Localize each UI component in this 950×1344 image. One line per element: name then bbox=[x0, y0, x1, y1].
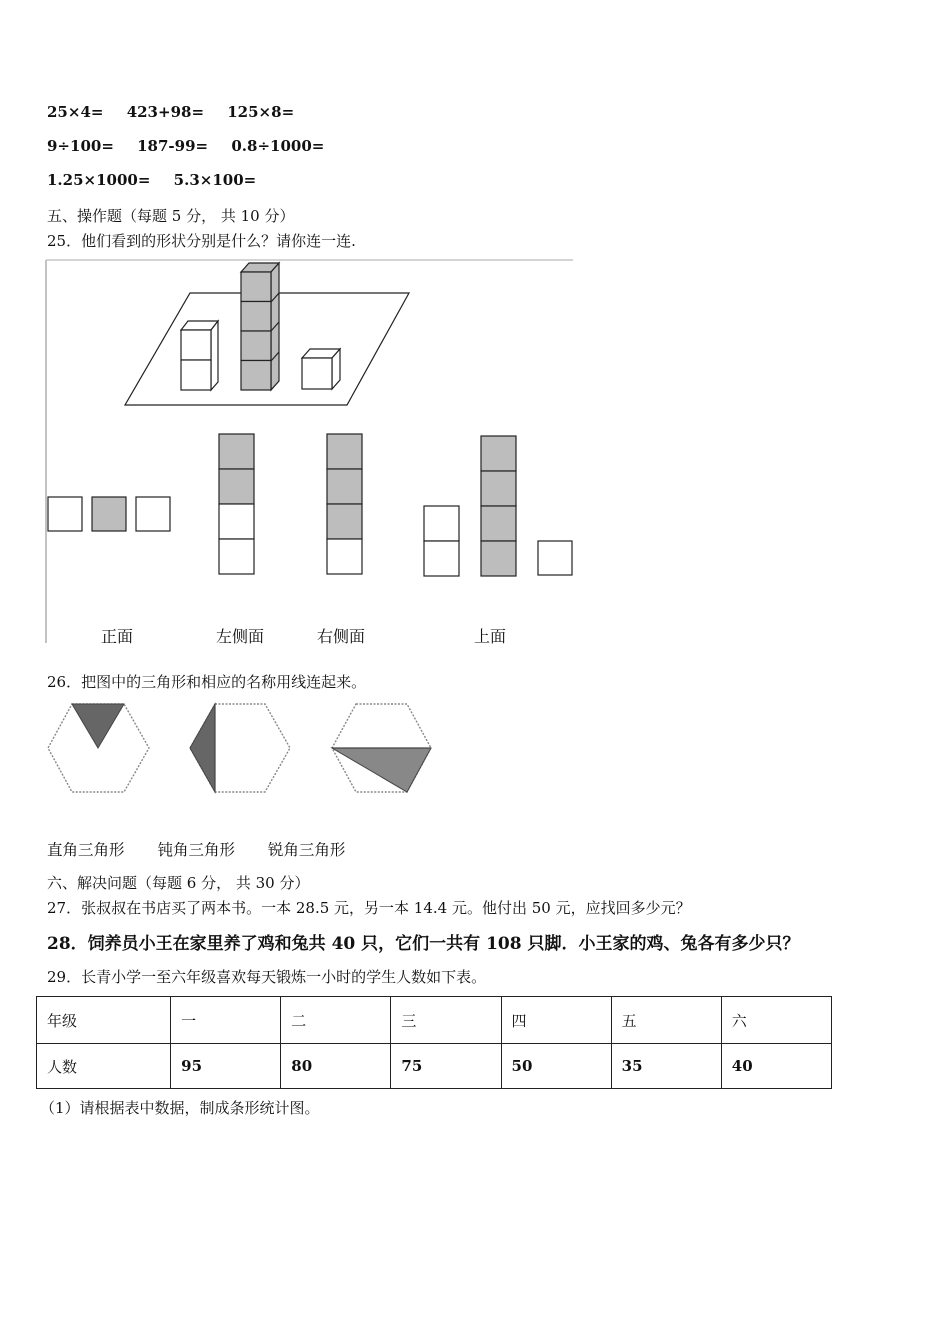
table-cell: 50 bbox=[501, 1044, 611, 1089]
table-cell: 40 bbox=[721, 1044, 831, 1089]
table-cell: 五 bbox=[611, 997, 721, 1044]
section-5-heading: 五、操作题（每题 5 分， 共 10 分） bbox=[47, 207, 295, 225]
hexagon-1 bbox=[48, 704, 149, 792]
table-cell: 一 bbox=[171, 997, 281, 1044]
calc-item: 423+98= bbox=[126, 103, 205, 121]
view-label-front: 正面 bbox=[101, 627, 134, 646]
calc-row-1 bbox=[47, 103, 312, 121]
cube-single bbox=[302, 349, 340, 389]
calc-item: 125×8= bbox=[227, 103, 295, 121]
question-25: 25．他们看到的形状分别是什么？请你连一连. bbox=[47, 232, 356, 250]
table-row bbox=[37, 1044, 832, 1089]
triangle-name-acute: 锐角三角形 bbox=[267, 841, 346, 859]
calc-item: 0.8÷1000= bbox=[231, 137, 325, 155]
view-right-shape bbox=[327, 434, 362, 574]
calc-item: 25×4= bbox=[47, 103, 104, 121]
view-label-top: 上面 bbox=[474, 627, 507, 646]
section-6-heading: 六、解决问题（每题 6 分， 共 30 分） bbox=[47, 874, 310, 892]
table-cell: 二 bbox=[281, 997, 391, 1044]
calc-item: 5.3×100= bbox=[173, 171, 257, 189]
calc-item: 9÷100= bbox=[47, 137, 114, 155]
table-cell: 95 bbox=[171, 1044, 281, 1089]
cube-stack-left bbox=[181, 321, 218, 390]
table-cell: 四 bbox=[501, 997, 611, 1044]
view-label-right: 右侧面 bbox=[317, 627, 366, 646]
table-header-grade: 年级 bbox=[37, 997, 171, 1044]
question-27: 27．张叔叔在书店买了两本书。一本 28.5 元，另一本 14.4 元。他付出 50 元，应找回多少元？ bbox=[47, 899, 691, 917]
hexagon-2 bbox=[190, 704, 290, 792]
table-cell: 80 bbox=[281, 1044, 391, 1089]
triangle-names bbox=[47, 838, 373, 860]
views-figure bbox=[45, 258, 575, 648]
view-top-shape bbox=[424, 436, 572, 576]
calc-item: 187-99= bbox=[137, 137, 209, 155]
triangle-name-obtuse: 钝角三角形 bbox=[157, 841, 235, 859]
calc-row-3 bbox=[47, 171, 274, 189]
table-cell: 六 bbox=[721, 997, 831, 1044]
cube-stack-tall bbox=[241, 263, 279, 390]
table-cell: 三 bbox=[391, 997, 501, 1044]
table-cell: 35 bbox=[611, 1044, 721, 1089]
hexagon-3 bbox=[332, 704, 431, 792]
calc-row-2 bbox=[47, 137, 342, 155]
table-row bbox=[37, 997, 832, 1044]
view-front-shape bbox=[48, 497, 170, 531]
calc-item: 1.25×1000= bbox=[47, 171, 151, 189]
question-26: 26．把图中的三角形和相应的名称用线连起来。 bbox=[47, 673, 367, 691]
view-left-shape bbox=[219, 434, 254, 574]
student-count-table bbox=[36, 996, 832, 1089]
view-label-left: 左侧面 bbox=[216, 627, 265, 646]
question-29-part-1: （1）请根据表中数据，制成条形统计图。 bbox=[40, 1099, 320, 1117]
question-28: 28．饲养员小王在家里养了鸡和兔共 40 只，它们一共有 108 只脚．小王家的鸡、兔各有多少只？ bbox=[47, 934, 800, 954]
table-cell: 75 bbox=[391, 1044, 501, 1089]
triangle-name-right: 直角三角形 bbox=[47, 841, 125, 859]
table-header-count: 人数 bbox=[37, 1044, 171, 1089]
question-29: 29．长青小学一至六年级喜欢每天锻炼一小时的学生人数如下表。 bbox=[47, 968, 487, 986]
hexagon-triangles-figure bbox=[45, 700, 435, 796]
